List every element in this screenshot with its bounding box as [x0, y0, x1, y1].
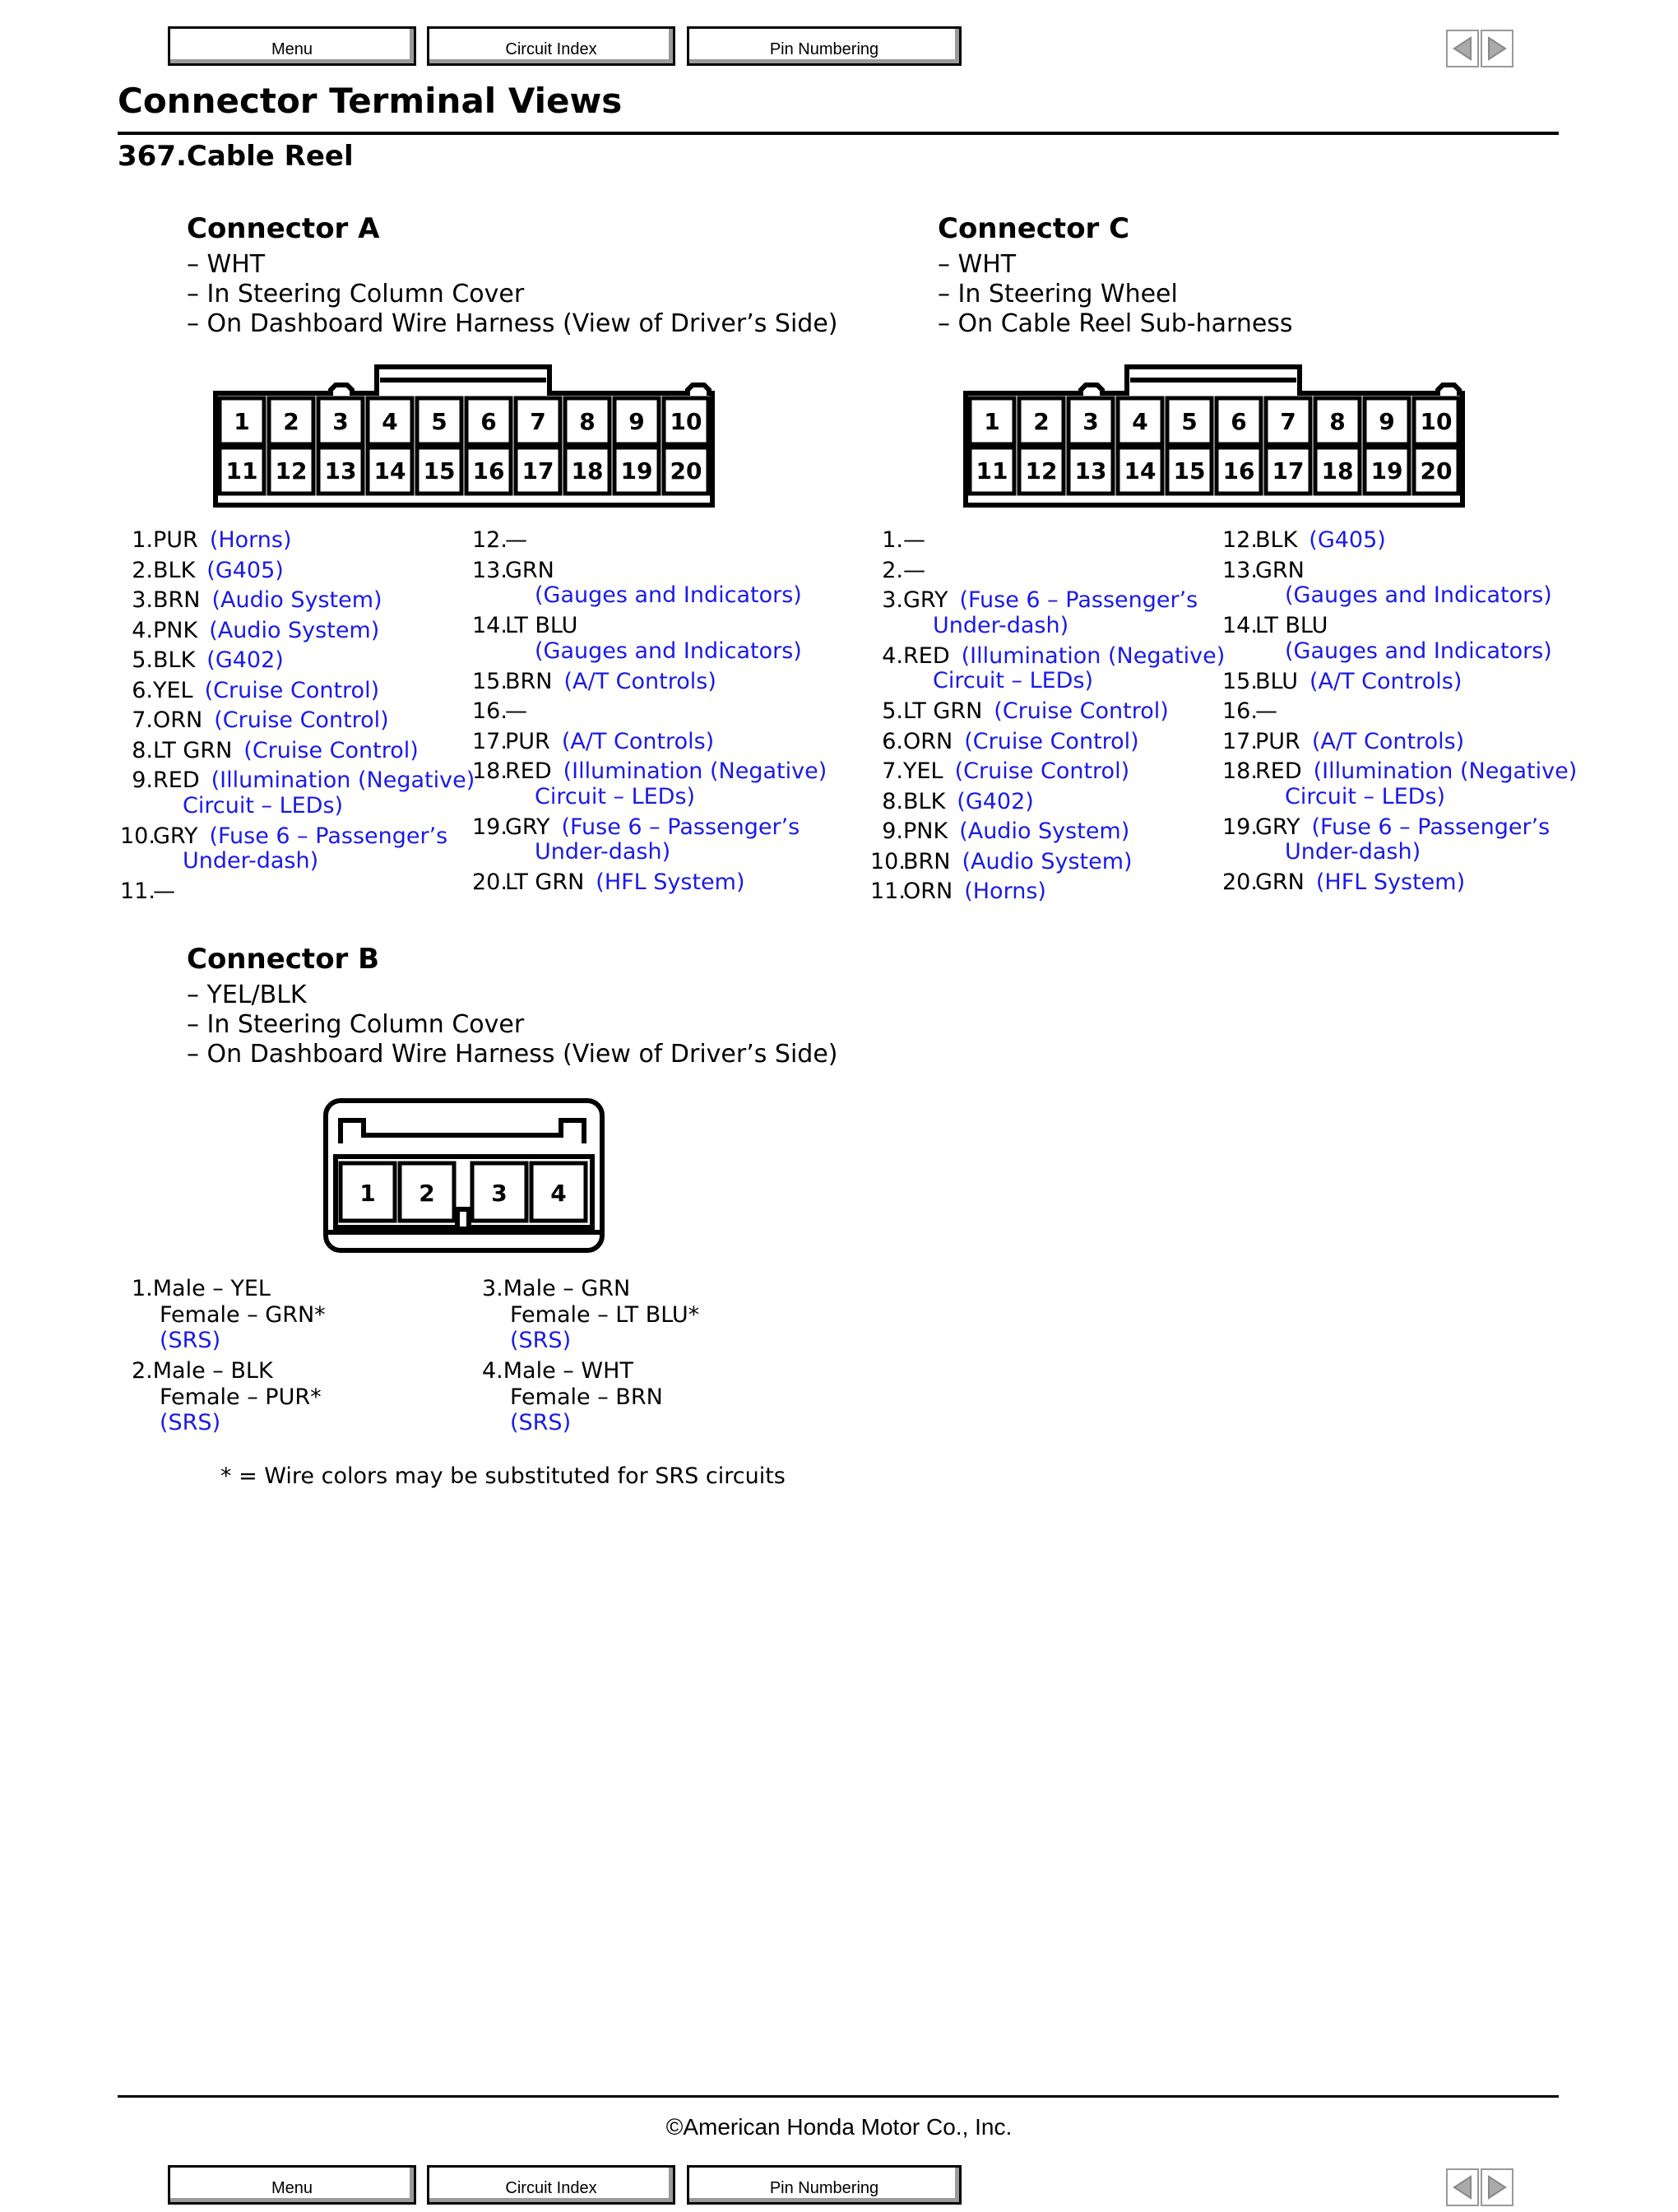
connector-a-pin-10: [120, 823, 447, 851]
pin-number: 8.: [132, 737, 153, 763]
connector-a-pin-9-circuit-cont[interactable]: Circuit – LEDs): [183, 792, 344, 818]
connector-b-pin-4-male: 4.Male – WHT: [482, 1358, 633, 1384]
connector-a-pin-5: [472, 698, 527, 726]
circuit-link[interactable]: (HFL System): [1315, 869, 1466, 895]
pin-number: 2.: [132, 557, 153, 583]
connector-c-cell-label-16: 16: [1222, 457, 1255, 485]
wire-color: LT GRN: [153, 737, 233, 763]
connector-a-color: – WHT: [187, 250, 266, 279]
pin-number: 18.: [472, 758, 508, 784]
circuit-link[interactable]: (Cruise Control): [243, 737, 419, 763]
pin-number: 15.: [1222, 668, 1258, 694]
connector-a-pin-7: [120, 707, 389, 735]
srs-note: * = Wire colors may be substituted for SRS circuits: [220, 1463, 786, 1489]
connector-c-cell-label-9: 9: [1379, 408, 1395, 435]
wire-color: —: [903, 527, 925, 553]
connector-a-cell-label-10: 10: [670, 408, 702, 435]
connector-c-cell-label-4: 4: [1132, 408, 1148, 435]
circuit-link[interactable]: (Cruise Control): [214, 707, 389, 733]
connector-a-cell-label-11: 11: [225, 457, 258, 485]
connector-a-pin-4: [472, 668, 716, 696]
connector-c-harness: – On Cable Reel Sub-harness: [938, 309, 1293, 338]
connector-c-pin-2-circuit-cont[interactable]: (Gauges and Indicators): [1285, 582, 1552, 608]
connector-c-cell-label-17: 17: [1272, 457, 1305, 485]
circuit-link[interactable]: (G402): [206, 647, 284, 673]
wire-color: YEL: [153, 677, 193, 703]
connector-c-cell-label-19: 19: [1370, 457, 1403, 485]
pin-number: 10.: [870, 848, 906, 874]
connector-a-pin-3: [120, 587, 382, 614]
wire-color: —: [505, 527, 527, 553]
wire-color: ORN: [153, 707, 203, 733]
connector-c-pin-9: [870, 818, 1129, 846]
wire-color: PUR: [505, 728, 550, 754]
connector-a-pin-1: [472, 526, 527, 554]
circuit-link[interactable]: (G405): [1309, 527, 1386, 553]
connector-a-pin-8: [472, 814, 800, 842]
wire-color: —: [153, 879, 175, 904]
wire-color: PUR: [153, 527, 198, 553]
connector-a-cell-label-7: 7: [530, 408, 546, 435]
pin-number: 16.: [1222, 698, 1258, 724]
pin-number: 1.: [882, 527, 903, 553]
connector-c-pin-5: [1222, 698, 1277, 726]
connector-a-pin-3-circuit-cont[interactable]: (Gauges and Indicators): [535, 638, 802, 664]
connector-b-pin-3-male: 3.Male – GRN: [482, 1276, 631, 1301]
connector-c-pin-3-circuit-cont[interactable]: (Gauges and Indicators): [1285, 638, 1552, 664]
connector-a-pin-8-circuit-cont[interactable]: Under-dash): [535, 839, 671, 865]
circuit-index-button[interactable]: Circuit Index: [427, 26, 675, 66]
wire-color: LT BLU: [1255, 613, 1328, 638]
connector-a-cell-label-18: 18: [571, 457, 604, 485]
connector-a-cell-label-19: 19: [620, 457, 653, 485]
connector-a-cell-label-4: 4: [382, 408, 398, 435]
wire-color: ORN: [903, 728, 953, 754]
connector-a-pin-9: [120, 767, 475, 795]
connector-c-pin-6: [870, 728, 1139, 756]
pin-number: 17.: [472, 728, 508, 754]
wire-color: RED: [153, 767, 200, 793]
circuit-link[interactable]: (Fuse 6 – Passenger’s: [209, 823, 448, 849]
menu-button-bottom[interactable]: Menu: [168, 2165, 416, 2205]
connector-a-pin-2: [120, 557, 284, 585]
pin-number: 10.: [120, 823, 155, 849]
connector-a-cell-label-20: 20: [670, 457, 702, 485]
circuit-link[interactable]: (Cruise Control): [964, 728, 1139, 754]
connector-c-cell-label-15: 15: [1173, 457, 1206, 485]
connector-a-cell-label-1: 1: [234, 408, 250, 435]
circuit-link[interactable]: (HFL System): [596, 869, 745, 895]
connector-b-color: – YEL/BLK: [187, 981, 307, 1009]
connector-c-pin-3: [870, 587, 1198, 614]
pin-number: 16.: [472, 698, 508, 724]
circuit-link[interactable]: (A/T Controls): [1309, 668, 1462, 694]
connector-b-cell-label-4: 4: [550, 1180, 567, 1207]
wire-color: GRY: [153, 823, 198, 849]
pin-number: 13.: [472, 557, 508, 583]
connector-a-pin-9: [472, 869, 745, 897]
connector-a-cell-label-6: 6: [480, 408, 497, 435]
connector-a-pin-2-circuit-cont[interactable]: (Gauges and Indicators): [535, 582, 802, 608]
connector-c-cell-label-10: 10: [1420, 408, 1453, 435]
connector-c-pin-7-circuit-cont[interactable]: Circuit – LEDs): [1285, 783, 1446, 809]
wire-color: BLK: [903, 788, 946, 814]
connector-a-pin-10-circuit-cont[interactable]: Under-dash): [183, 848, 319, 874]
wire-color: BLU: [1255, 668, 1298, 694]
pin-number: 20.: [472, 869, 508, 895]
next-arrow-icon[interactable]: [1481, 2169, 1513, 2205]
wire-color: PNK: [153, 617, 198, 643]
circuit-link[interactable]: (G402): [957, 788, 1034, 814]
connector-a-cell-label-9: 9: [628, 408, 645, 435]
connector-a-cell-label-14: 14: [373, 457, 406, 485]
pin-number: 14.: [1222, 613, 1258, 638]
copyright: ©American Honda Motor Co., Inc.: [665, 2114, 1013, 2140]
pin-number: 6.: [882, 728, 903, 754]
pin-numbering-button[interactable]: Pin Numbering: [687, 26, 962, 66]
connector-a-pin-11: [120, 878, 175, 906]
wire-color: BLK: [153, 557, 196, 583]
circuit-link[interactable]: (Audio System): [962, 848, 1133, 874]
connector-c-pin-10: [870, 848, 1133, 876]
prev-arrow-icon[interactable]: [1447, 30, 1478, 67]
wire-color: LT GRN: [903, 698, 983, 724]
connector-a-harness: – On Dashboard Wire Harness (View of Driver’s Side): [187, 309, 838, 338]
circuit-link[interactable]: (Fuse 6 – Passenger’s: [561, 814, 800, 840]
wire-color: —: [505, 698, 527, 724]
connector-c-pin-7: [870, 758, 1129, 786]
pin-number: 8.: [882, 788, 903, 814]
connector-b-cell-label-3: 3: [491, 1180, 508, 1207]
connector-b-heading: Connector B: [187, 943, 380, 976]
pin-number: 9.: [132, 767, 153, 793]
wire-color: GRN: [1255, 869, 1305, 895]
pin-number: 5.: [882, 698, 903, 724]
pin-number: 14.: [472, 613, 508, 638]
connector-c-pin-8-circuit-cont[interactable]: Under-dash): [1285, 839, 1421, 865]
connector-b-pin-2-female: Female – PUR*: [160, 1384, 322, 1410]
connector-b-cell-label-1: 1: [359, 1180, 376, 1207]
connector-b-pin-3-female: Female – LT BLU*: [510, 1301, 700, 1328]
connector-c-pin-2: [1222, 557, 1305, 585]
connector-c-pin-4: [870, 642, 1225, 670]
connector-a-pin-4: [120, 617, 379, 645]
connector-c-cell-label-11: 11: [976, 457, 1008, 485]
connector-c-cell-label-13: 13: [1074, 457, 1107, 485]
pin-number: 4.: [132, 617, 153, 643]
connector-c-pin-7: [1222, 758, 1577, 786]
pin-number: 15.: [472, 668, 508, 694]
connector-a-heading: Connector A: [187, 212, 380, 245]
connector-c-cell-label-14: 14: [1124, 457, 1157, 485]
wire-color: BLK: [153, 647, 196, 673]
connector-c-pin-3: [1222, 612, 1328, 640]
pin-number: 9.: [882, 818, 903, 844]
connector-b-pin-1-circuit[interactable]: (SRS): [160, 1328, 221, 1353]
connector-b-pin-2-male: 2.Male – BLK: [132, 1358, 273, 1384]
connector-c-heading: Connector C: [938, 212, 1130, 245]
connector-a-pin-3: [472, 612, 577, 640]
wire-color: —: [1255, 698, 1277, 724]
connector-a-pin-6: [120, 677, 379, 705]
pin-number: 20.: [1222, 869, 1258, 895]
wire-color: GRY: [505, 814, 550, 840]
connector-c-pin-1: [870, 526, 925, 554]
prev-arrow-icon[interactable]: [1447, 2169, 1478, 2205]
circuit-link[interactable]: (Fuse 6 – Passenger’s: [1311, 814, 1551, 840]
connector-b-location: – In Steering Column Cover: [187, 1010, 525, 1039]
connector-a-cell-label-5: 5: [431, 408, 447, 435]
pin-numbering-button-bottom[interactable]: Pin Numbering: [687, 2165, 962, 2205]
pin-number: 11.: [120, 879, 155, 904]
connector-b-pin-3-circuit[interactable]: (SRS): [510, 1328, 572, 1353]
circuit-link[interactable]: (Illumination (Negative): [211, 767, 475, 793]
pin-number: 18.: [1222, 758, 1258, 784]
connector-a-location: – In Steering Column Cover: [187, 280, 525, 308]
pin-number: 7.: [882, 758, 903, 784]
circuit-link[interactable]: (Cruise Control): [204, 677, 380, 703]
connector-a-pin-1: [120, 526, 292, 554]
pin-number: 5.: [132, 647, 153, 673]
circuit-link[interactable]: (Audio System): [209, 617, 380, 643]
connector-c-pin-8: [1222, 814, 1550, 842]
pin-number: 12.: [472, 527, 508, 553]
circuit-link[interactable]: (Cruise Control): [954, 758, 1130, 784]
wire-color: YEL: [903, 758, 943, 784]
circuit-link[interactable]: (Illumination (Negative): [1313, 758, 1578, 784]
pin-number: 19.: [472, 814, 508, 840]
circuit-link[interactable]: (Illumination (Negative): [563, 758, 827, 784]
connector-a-cell-label-3: 3: [332, 408, 349, 435]
wire-color: PUR: [1255, 728, 1300, 754]
wire-color: ORN: [903, 879, 953, 904]
connector-a-pin-7: [472, 758, 827, 786]
connector-c-pin-2: [870, 557, 925, 585]
connector-c-pin-4-circuit-cont[interactable]: Circuit – LEDs): [933, 668, 1094, 693]
connector-a-pin-7-circuit-cont[interactable]: Circuit – LEDs): [535, 783, 696, 809]
circuit-link[interactable]: (Fuse 6 – Passenger’s: [959, 587, 1198, 613]
connector-c-pin-9: [1222, 869, 1465, 897]
pin-number: 19.: [1222, 814, 1258, 840]
page-nav-arrows[interactable]: [1446, 30, 1513, 67]
section-title: 367.Cable Reel: [118, 140, 354, 173]
wire-color: GRY: [903, 587, 948, 613]
page-nav-arrows-bottom[interactable]: [1446, 2168, 1513, 2206]
connector-c-pin-5: [870, 698, 1169, 726]
circuit-link[interactable]: (G405): [206, 557, 284, 583]
circuit-link[interactable]: (Cruise Control): [994, 698, 1169, 724]
connector-a-pin-8: [120, 737, 419, 765]
circuit-link[interactable]: (Audio System): [959, 818, 1130, 844]
connector-c-location: – In Steering Wheel: [938, 280, 1178, 308]
pin-number: 1.: [132, 527, 153, 553]
wire-color: GRY: [1255, 814, 1300, 840]
connector-c-color: – WHT: [938, 250, 1017, 279]
connector-b-pin-4-circuit[interactable]: (SRS): [510, 1410, 572, 1435]
connector-c-diagram: [962, 362, 1466, 510]
circuit-link[interactable]: (Illumination (Negative): [961, 642, 1226, 669]
wire-color: RED: [903, 642, 950, 669]
connector-a-pin-5: [120, 647, 284, 675]
connector-a-cell-label-12: 12: [275, 457, 308, 485]
wire-color: LT GRN: [505, 869, 585, 895]
pin-number: 3.: [132, 587, 153, 613]
wire-color: —: [903, 557, 925, 583]
connector-a-cell-label-8: 8: [579, 408, 596, 435]
circuit-link[interactable]: (A/T Controls): [561, 728, 715, 754]
connector-b-cell-label-2: 2: [419, 1180, 435, 1207]
pin-number: 3.: [882, 587, 903, 613]
wire-color: LT BLU: [505, 613, 578, 638]
next-arrow-icon[interactable]: [1481, 30, 1513, 67]
wire-color: BRN: [903, 848, 951, 874]
wire-color: GRN: [505, 557, 554, 583]
connector-c-pin-4: [1222, 668, 1462, 696]
connector-a-cell-label-16: 16: [472, 457, 505, 485]
connector-c-cell-label-20: 20: [1420, 457, 1453, 485]
connector-c-cell-label-5: 5: [1181, 408, 1198, 435]
wire-color: GRN: [1255, 557, 1305, 583]
circuit-index-button-bottom[interactable]: Circuit Index: [427, 2165, 675, 2205]
pin-number: 17.: [1222, 728, 1258, 754]
connector-c-pin-6: [1222, 728, 1464, 756]
menu-button[interactable]: Menu: [168, 26, 416, 66]
connector-b-pin-2-circuit[interactable]: (SRS): [160, 1410, 221, 1435]
pin-number: 7.: [132, 707, 153, 733]
connector-b-pin-1-female: Female – GRN*: [160, 1301, 326, 1328]
connector-a-cell-label-2: 2: [283, 408, 299, 435]
connector-c-cell-label-18: 18: [1321, 457, 1354, 485]
connector-c-cell-label-12: 12: [1025, 457, 1058, 485]
connector-c-pin-3-circuit-cont[interactable]: Under-dash): [933, 612, 1069, 638]
connector-c-cell-label-1: 1: [984, 408, 1000, 435]
wire-color: BRN: [505, 668, 553, 694]
connector-c-cell-label-6: 6: [1231, 408, 1247, 435]
pin-number: 2.: [882, 557, 903, 583]
connector-a-pin-2: [472, 557, 554, 585]
wire-color: RED: [505, 758, 552, 784]
connector-a-cell-label-15: 15: [423, 457, 456, 485]
pin-number: 4.: [882, 642, 903, 669]
connector-c-cell-label-8: 8: [1329, 408, 1346, 435]
pin-number: 12.: [1222, 527, 1258, 553]
circuit-link[interactable]: (Audio System): [211, 587, 382, 613]
connector-b-harness: – On Dashboard Wire Harness (View of Driver’s Side): [187, 1040, 838, 1069]
wire-color: BLK: [1255, 527, 1298, 553]
connector-b-pin-1-male: 1.Male – YEL: [132, 1276, 271, 1301]
circuit-link[interactable]: (Horns): [964, 879, 1046, 904]
connector-c-cell-label-3: 3: [1082, 408, 1099, 435]
pin-number: 11.: [870, 879, 906, 904]
connector-c-cell-label-2: 2: [1033, 408, 1050, 435]
connector-a-pin-6: [472, 728, 714, 756]
wire-color: PNK: [903, 818, 948, 844]
wire-color: RED: [1255, 758, 1302, 784]
connector-c-pin-8: [870, 788, 1034, 816]
circuit-link[interactable]: (Horns): [209, 527, 292, 553]
title-rule: [118, 132, 1559, 135]
connector-a-cell-label-13: 13: [324, 457, 357, 485]
pin-number: 13.: [1222, 557, 1258, 583]
connector-a-diagram: [212, 362, 716, 510]
footer-rule: [118, 2095, 1559, 2098]
page-title: Connector Terminal Views: [118, 81, 623, 121]
wire-color: BRN: [153, 587, 201, 613]
pin-number: 6.: [132, 677, 153, 703]
circuit-link[interactable]: (A/T Controls): [563, 668, 716, 694]
circuit-link[interactable]: (A/T Controls): [1311, 728, 1465, 754]
connector-b-pin-4-female: Female – BRN: [510, 1384, 663, 1410]
connector-c-pin-11: [870, 878, 1046, 906]
connector-c-cell-label-7: 7: [1280, 408, 1296, 435]
connector-a-cell-label-17: 17: [521, 457, 554, 485]
connector-b-diagram: [322, 1097, 605, 1254]
connector-c-pin-1: [1222, 526, 1386, 554]
